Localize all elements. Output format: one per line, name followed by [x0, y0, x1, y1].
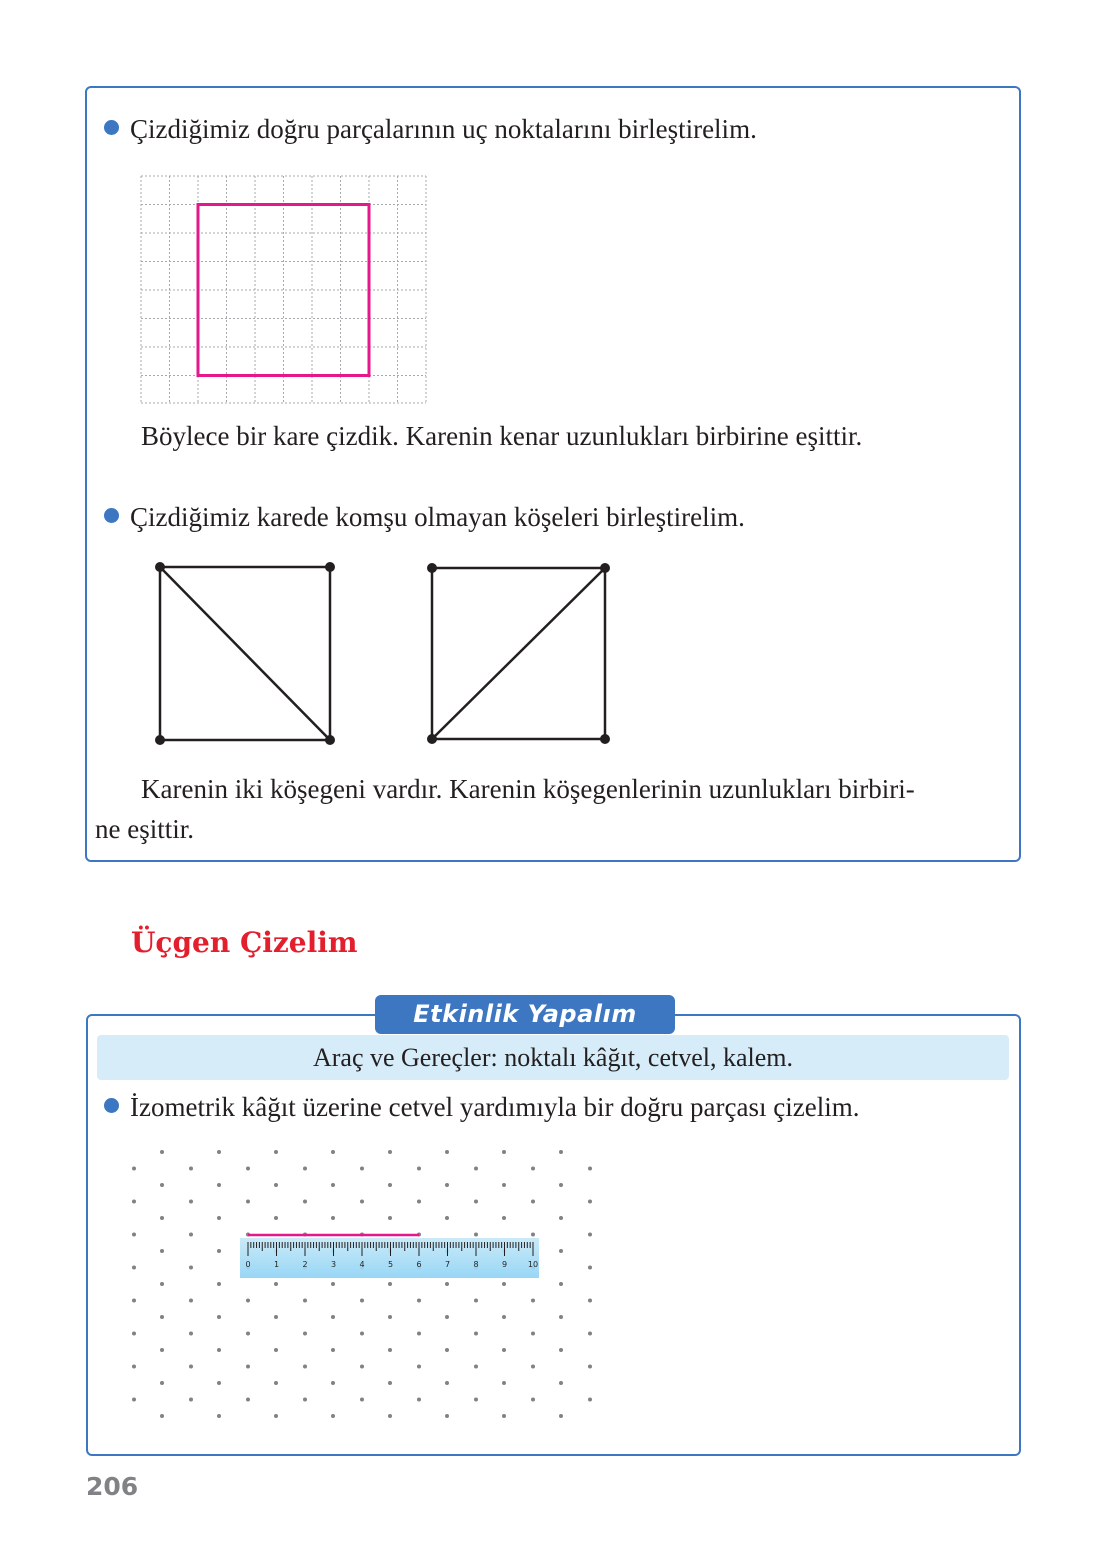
square-conclusion-text: Böylece bir kare çizdik. Karenin kenar uzunlukları birbirine eşittir.	[141, 421, 863, 451]
svg-text:9: 9	[501, 1260, 508, 1269]
svg-text:7: 7	[444, 1260, 451, 1269]
svg-text:6: 6	[416, 1260, 422, 1269]
instruction-draw-segment: İzometrik kâğıt üzerine cetvel yardımıyla bir doğru parçası çizelim.	[104, 1091, 859, 1123]
svg-text:3: 3	[330, 1260, 337, 1269]
ruler	[240, 1223, 545, 1281]
svg-text:10: 10	[527, 1260, 539, 1269]
instruction-connect-nonadjacent-corners: Çizdiğimiz karede komşu olmayan köşeleri birleştirelim.	[104, 501, 745, 533]
svg-text:1: 1	[273, 1260, 280, 1269]
materials-banner: Araç ve Gereçler: noktalı kâğıt, cetvel, kalem.	[97, 1035, 1009, 1080]
svg-text:5: 5	[387, 1260, 394, 1269]
diagonal-conclusion-line2: ne eşittir.	[95, 814, 194, 844]
activity-badge: Etkinlik Yapalım	[375, 995, 675, 1034]
svg-text:2: 2	[302, 1260, 308, 1269]
section-title: Üçgen Çizelim	[131, 926, 358, 959]
page-number: 206	[86, 1472, 139, 1501]
svg-text:0: 0	[245, 1260, 251, 1269]
instruction-connect-endpoints: Çizdiğimiz doğru parçalarının uç noktalarını birleştirelim.	[104, 113, 757, 145]
svg-text:4: 4	[359, 1260, 365, 1269]
svg-text:8: 8	[473, 1260, 479, 1269]
diagonal-conclusion-line1: Karenin iki köşegeni vardır. Karenin köşegenlerinin uzunlukları birbiri-	[141, 774, 915, 804]
